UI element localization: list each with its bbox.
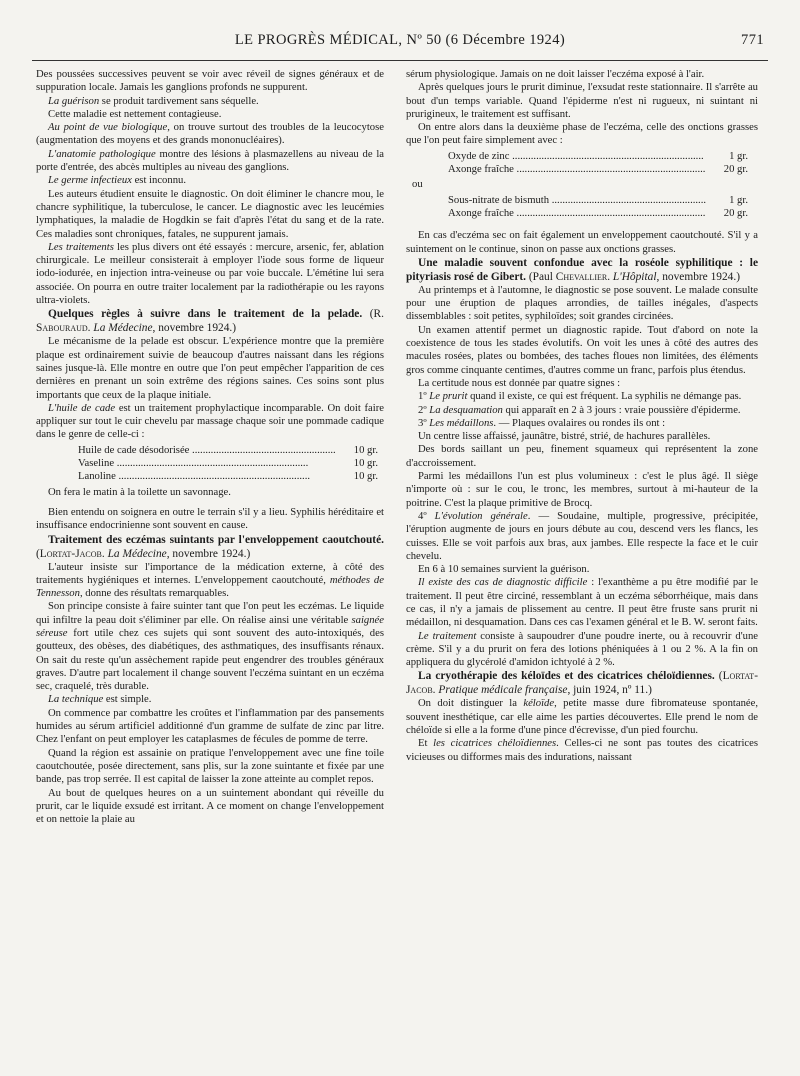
- list-item: 3º Les médaillons. — Plaques ovalaires ou rondes ils ont :: [418, 417, 666, 429]
- right-column: [406, 68, 758, 764]
- paragraph: On fera le matin à la toilette un savonnage.: [48, 486, 231, 498]
- prescription-line: Vaseline ..... 10 gr.: [78, 457, 378, 470]
- paragraph: Le germe infectieux est inconnu.: [48, 175, 187, 187]
- paragraph: La technique est simple.: [48, 694, 152, 706]
- paragraph: Cette maladie est nettement contagieuse.: [48, 108, 222, 120]
- paragraph: L'anatomie pathologique montre des lésions à plasmazellens au niveau de la porte d'entrée, des abcès multiples au niveau des ganglions.: [36, 148, 385, 174]
- prescription-list: [448, 150, 748, 177]
- prescription-list: [78, 444, 378, 484]
- journal-title: LE PROGRÈS MÉDICAL, Nº 50 (6 Décembre 1924): [234, 32, 566, 48]
- prescription-line: Axonge fraîche ..... 20 gr.: [448, 163, 748, 176]
- prescription-line: Lanoline ..... 10 gr.: [78, 470, 378, 483]
- paragraph: Le traitement consiste à saupoudrer d'une poudre inerte, ou à recouvrir d'une crème. S'il y a du prurit on fera des lotions phéniquées à 1 ou 2 %. A la fin on appliquera du glycérolé d'amidon ichtyolé à 2 %.: [406, 630, 758, 669]
- prescription-list: [448, 194, 748, 221]
- section-heading-cryotherapie: La cryothérapie des kéloïdes et des cicatrices chéloïdiennes. (Lortat-Jacob. Pratique médicale française, juin 1924, nº 11.): [406, 670, 758, 697]
- section-heading-pelade: Quelques règles à suivre dans le traitement de la pelade. (R. Sabouraud. La Médecine, novembre 1924.): [36, 308, 384, 335]
- prescription-line: Oxyde de zinc ..... 1 gr.: [448, 150, 748, 163]
- paragraph: On entre alors dans la deuxième phase de l'eczéma, celle des onctions grasses que l'on peut faire simplement avec :: [406, 122, 758, 147]
- paragraph: Au printemps et à l'automne, le diagnostic se pose souvent. Le malade consulte pour une éruption de plaques arrondies, de tailles inégales, d'aspects dissemblables : soit petites, syphiloïdes; soit grandes circinées.: [406, 284, 758, 323]
- paragraph: La certitude nous est donnée par quatre signes :: [418, 377, 621, 389]
- paragraph: On doit distinguer la kéloïde, petite masse dure fibromateuse spontanée, souvent inesthétique, car elle aime les parties découvertes. Elle prend le nom de chéloïde si elle a la forme d'une pince d'écrevisse, d'un pied fourchu.: [406, 698, 758, 737]
- paragraph: En cas d'eczéma sec on fait également un enveloppement caoutchouté. S'il y a suintement on le continue, sinon on passe aux onctions grasses.: [406, 230, 758, 255]
- paragraph: Un centre lisse affaissé, jaunâtre, bistré, strié, de hachures parallèles.: [418, 431, 711, 443]
- running-header: [26, 12, 774, 58]
- paragraph: Quand la région est assainie on pratique l'enveloppement avec une fine toile caoutchoutée, posée directement, sans plis, sur la zone suintante et fixée par une bande, pas trop serrée. Il est capital de laisser la zone atteinte au complet repos.: [36, 747, 384, 786]
- section-heading-pityriasis: Une maladie souvent confondue avec la roséole syphilitique : le pityriasis rosé de Gibert. (Paul Chevallier. L'Hôpital, novembre 1924.): [406, 256, 758, 283]
- list-item: 1º Le prurit quand il existe, ce qui est fréquent. La syphilis ne démange pas.: [418, 391, 742, 403]
- paragraph: On commence par combattre les croûtes et l'inflammation par des pansements humides au sérum artificiel additionné d'un gramme de sulfate de zinc par litre. Chez l'enfant on peut employer les cataplasmes de fécules de pomme de terre.: [36, 707, 384, 746]
- paragraph: Un examen attentif permet un diagnostic rapide. Tout d'abord on note la coexistence de tous les stades évolutifs. On voit les unes à côté des autres des macules rosées, plates ou bombées, des taches floues non limitées, des éléments gros comme cinquante centimes, d'autres comme un franc, parfois plus étendus.: [406, 324, 758, 376]
- paragraph: Au point de vue biologique, on trouve surtout des troubles de la leucocytose (augmentation des moyens et des grands mononucléaires).: [36, 122, 384, 147]
- page-number: 771: [741, 32, 764, 48]
- paragraph: Des poussées successives peuvent se voir avec réveil de signes généraux et de suppuration locale. Jamais les ganglions profonds ne suppurent.: [36, 69, 384, 94]
- paragraph: Au bout de quelques heures on a un suintement abondant qui réveille du prurit, car le liquide exsudé est irritant. A ce moment on change l'enveloppement et on nettoie la plaie au: [36, 787, 384, 826]
- list-item: 4º L'évolution générale. — Soudaine, multiple, progressive, précipitée, l'éruption augmente de jours en jours débute au cou, descend vers les flancs, les cuisses. Elle se voit parfois aux bras, aux jambes. Elle respecte la face et le cuir chevelu.: [406, 510, 758, 562]
- header-rule: [32, 60, 768, 61]
- paragraph: La guérison se produit tardivement sans séquelle.: [48, 95, 259, 107]
- paragraph: L'auteur insiste sur l'importance de la médication externe, à côté des traitements hygiéniques et internes. L'enveloppement caoutchouté, méthodes de Tennesson, donne des résultats remarquables.: [36, 561, 384, 600]
- alternative-marker: ou: [412, 179, 423, 191]
- paragraph: sérum physiologique. Jamais on ne doit laisser l'eczéma exposé à l'air.: [406, 69, 705, 80]
- paragraph: L'huile de cade est un traitement prophylactique incomparable. On doit faire appliquer sur tout le cuir chevelu par massage chaque soir une pommade cadique dans le genre de celle-ci :: [36, 402, 385, 441]
- paragraph: Des bords saillant un peu, finement squameux qui représentent la zone d'accroissement.: [406, 444, 758, 469]
- paragraph: Bien entendu on soignera en outre le terrain s'il y a lieu. Syphilis héréditaire et insuffisance endocrinienne sont souvent en cause.: [36, 506, 384, 532]
- paragraph: En 6 à 10 semaines survient la guérison.: [418, 564, 590, 576]
- list-item: 2º La desquamation qui apparaît en 2 à 3 jours : vraie poussière d'épiderme.: [418, 404, 741, 416]
- left-column: [36, 68, 384, 826]
- paragraph: Et les cicatrices chéloïdiennes. Celles-ci ne sont pas toutes des cicatrices vicieuses ou difformes mais des indurations, naissant: [406, 738, 758, 763]
- paragraph: Les auteurs étudient ensuite le diagnostic. On doit éliminer le chancre mou, le chancre syphilitique, la tuberculose, le cancer. Le diagnostic avec les leucémies lymphatiques, la maladie de Hogdkin se fait d'après l'état du sang et de la rate. Ces maladies sont chroniques, fatales, ne suppurent jamais.: [36, 188, 384, 240]
- paragraph: Son principe consiste à faire suinter tant que l'on peut les eczémas. Le liquide qui infiltre la peau doit s'éliminer par elle. On réalise ainsi une véritable saignée séreuse fort utile chez ces sujets qui sont souvent des auto-intoxiqués, des goutteux, des obèses, des diabétiques, des asthmatiques, des insuffisants rénaux. On sait du reste qu'un assèchement rapide peut engendrer des troubles généraux graves. D'autre part localement il change souvent l'eczéma suintant en un eczéma sec, craquelé, très durable.: [36, 601, 384, 693]
- prescription-line: Huile de cade désodorisée ..... 10 gr.: [78, 444, 378, 457]
- prescription-line: Axonge fraîche ..... 20 gr.: [448, 207, 748, 220]
- paragraph: Après quelques jours le prurit diminue, l'exsudat reste stationnaire. Il s'arrête au bout d'un temps variable. Quand l'épiderme n'est ni rugueux, ni suintant ni pruriginеux, le traitement est suffisant.: [406, 82, 758, 120]
- paragraph: Le mécanisme de la pelade est obscur. L'expérience montre que la première plaque est ordinairement suivie de beaucoup d'autres naissant dans les régions saines jusque-là. Elle montre en outre que l'on peut empêcher l'apparition de ces dernières en prenant un soin extrême des régions saines. Ces soins sont plus importants que ceux de la plaque initiale.: [36, 336, 384, 401]
- prescription-line: Sous-nitrate de bismuth ..... 1 gr.: [448, 194, 748, 207]
- section-heading-eczemas: Traitement des eczémas suintants par l'enveloppement caoutchouté.(Lortat-Jacob. La Médecine, novembre 1924.): [36, 533, 384, 560]
- paragraph: Il existe des cas de diagnostic difficile : l'exanthème a pu être modifié par le traitement. Il peut être circiné, ressemblant à un eczéma séborrhéique, mais dans ce cas, il n'y a jamais de plissement au centre. Il peut être fruste sans prurit ni médaillon, ni desquamation. Dans ces cas l'examen général et le B. W. seront faits.: [406, 577, 759, 629]
- paragraph: Les traitements les plus divers ont été essayés : mercure, arsenic, fer, ablation chirurgicale. Le meilleur consisterait à employer l'iode sous forme de liqueur iodo-iodurée, en injection intra-veineuse ou par voie buccale. L'émétine lui sera associée. On pourra en outre traiter localement par la radiothérapie ou les rayons ultra-violets.: [36, 241, 385, 307]
- paragraph: Parmi les médaillons l'un est plus volumineux : c'est le plus âgé. Il siège n'importe où : sur le cou, le tronc, les membres, surtout à mi-hauteur de la poitrine. C'est la plaque primitive de Brocq.: [406, 471, 758, 509]
